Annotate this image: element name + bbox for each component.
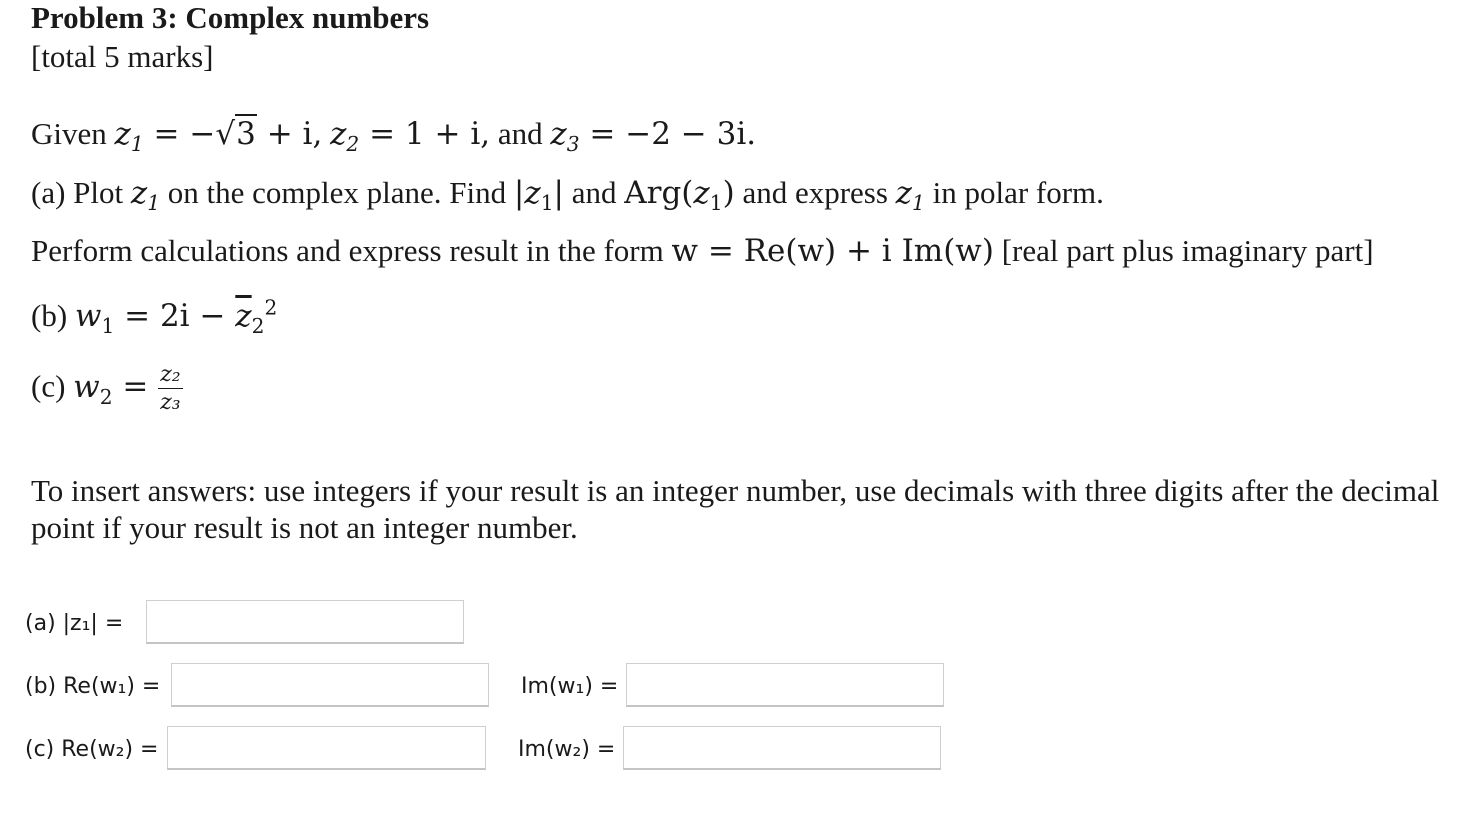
im-w1-input[interactable] — [626, 663, 944, 707]
im-w2-input[interactable] — [623, 726, 941, 770]
part-c-expression: (c) $w_2$ = $\frac{\text{z₂}}{\text{z₃}}$ — [31, 362, 181, 415]
given-line: Given $z_1 = -√3 + i$, $z_2 = 1 + i$, and $z_3 = -2 - 3i$. — [31, 116, 757, 157]
part-b-expression: (b) $w_1 = 2i - \overline{z}_2^2$ — [31, 295, 278, 339]
re-w1-input[interactable] — [171, 663, 489, 707]
var-z1: $z_1$ — [114, 116, 144, 157]
answer-b-re-label: (b) Re(w₁) = — [25, 674, 161, 699]
re-w2-input[interactable] — [167, 726, 486, 770]
total-marks: [total 5 marks] — [31, 39, 214, 74]
abs-z1-input[interactable] — [146, 600, 464, 644]
var-z3: $z_3$ — [550, 116, 580, 157]
form-formula: w = Re(w) + i Im(w) — [671, 233, 994, 269]
answer-c-re-label: (c) Re(w₂) = — [25, 737, 159, 762]
fraction-z2-over-z3: $\frac{\text{z₂}}{\text{z₃}}$ — [160, 362, 181, 415]
var-z2: $z_2$ — [330, 116, 360, 157]
answer-c-im-label: Im(w₂) = — [518, 737, 616, 762]
perform-instructions: Perform calculations and express result in the form w = Re(w) + i Im(w) [real part plus imaginary part] — [31, 233, 1374, 269]
sqrt-three: 3 — [236, 116, 256, 152]
part-a-question: (a) Plot $z_1$ on the complex plane. Find $|z_1|$ and $Arg(z_1)$ and express $z_1$ in polar form. — [31, 175, 1104, 216]
answer-instructions: To insert answers: use integers if your result is an integer number, use decimals with three digits after the decimal point if your result is not an integer number. — [31, 473, 1440, 545]
answer-b-im-label: Im(w₁) = — [521, 674, 619, 699]
answer-a-label: (a) |z₁| = — [25, 611, 124, 636]
problem-title: Problem 3: Complex numbers — [31, 0, 430, 35]
